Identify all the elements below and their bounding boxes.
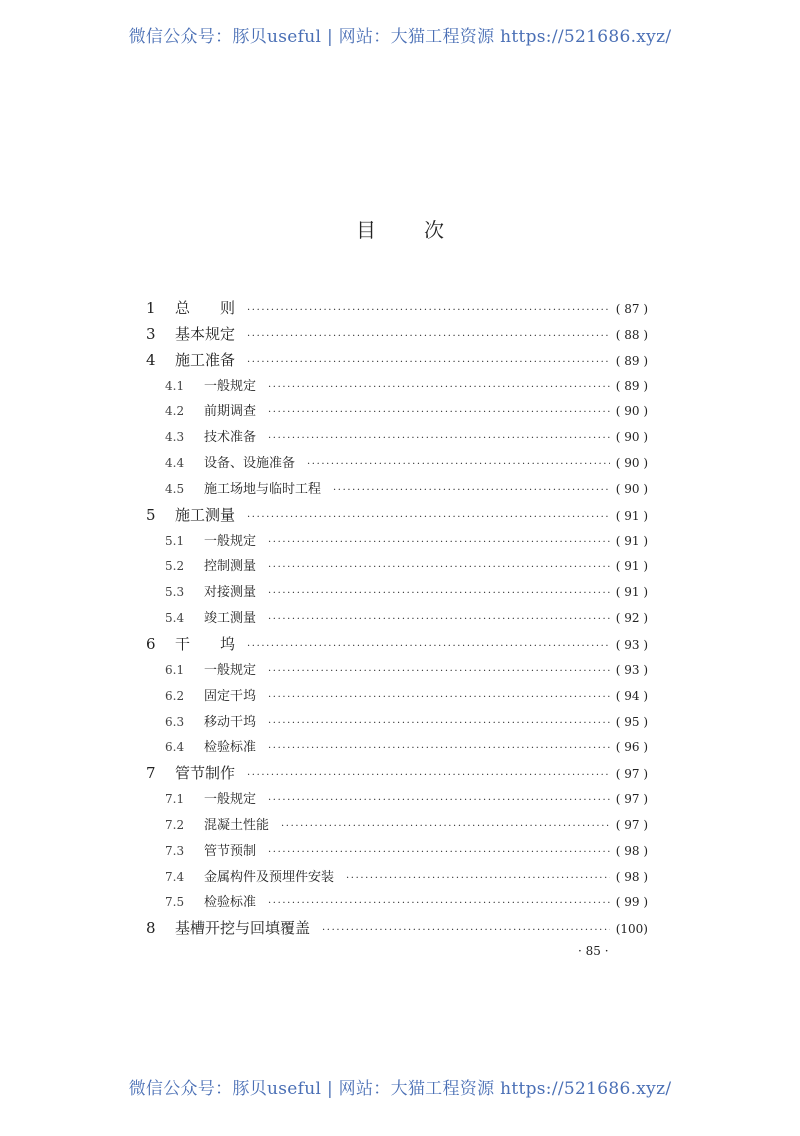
dot-leader bbox=[281, 814, 610, 840]
toc-entry-number: 8 bbox=[146, 919, 156, 938]
toc-entry[interactable] bbox=[146, 839, 648, 865]
toc-entry-page: ( 90 ) bbox=[615, 404, 648, 419]
toc-entry-number: 7.5 bbox=[165, 895, 185, 910]
toc-entry-number: 1 bbox=[146, 299, 156, 317]
toc-entry[interactable] bbox=[146, 425, 648, 451]
toc-entry-page: ( 97 ) bbox=[615, 767, 648, 782]
toc-entry-label: 施工测量 bbox=[175, 505, 236, 524]
dot-leader bbox=[268, 581, 610, 607]
toc-entry[interactable] bbox=[146, 554, 648, 580]
dot-leader bbox=[268, 607, 610, 633]
toc-entry[interactable] bbox=[146, 322, 648, 348]
toc-entry-number: 4.2 bbox=[165, 404, 185, 419]
toc-entry-number: 5.1 bbox=[165, 533, 185, 548]
toc-entry-label: 技术准备 bbox=[204, 430, 257, 446]
toc-entry-number: 4 bbox=[146, 350, 156, 369]
toc-entry-label: 一般规定 bbox=[204, 662, 257, 678]
toc-entry-page: ( 92 ) bbox=[615, 611, 648, 626]
toc-entry-page: ( 88 ) bbox=[615, 327, 648, 342]
toc-entry-number: 4.5 bbox=[165, 481, 185, 496]
toc-entry-label: 金属构件及预埋件安装 bbox=[204, 869, 335, 885]
dot-leader bbox=[268, 891, 610, 917]
toc-entry-page: ( 97 ) bbox=[615, 817, 648, 832]
dot-leader bbox=[268, 530, 610, 556]
table-of-contents bbox=[146, 296, 648, 942]
toc-entry[interactable] bbox=[146, 606, 648, 632]
toc-entry-page: ( 99 ) bbox=[615, 895, 648, 910]
toc-entry-number: 6.1 bbox=[165, 662, 185, 677]
toc-entry-number: 7.1 bbox=[165, 792, 185, 807]
toc-entry[interactable] bbox=[146, 710, 648, 736]
toc-entry[interactable] bbox=[146, 813, 648, 839]
toc-entry[interactable] bbox=[146, 761, 648, 787]
toc-entry-page: (100) bbox=[615, 922, 648, 937]
toc-entry-page: ( 90 ) bbox=[615, 430, 648, 445]
dot-leader bbox=[268, 555, 610, 581]
toc-entry-label: 竣工测量 bbox=[204, 611, 257, 627]
toc-entry[interactable] bbox=[146, 916, 648, 942]
dot-leader bbox=[247, 298, 610, 324]
dot-leader bbox=[247, 350, 610, 376]
toc-entry[interactable] bbox=[146, 787, 648, 813]
toc-entry-label: 混凝土性能 bbox=[204, 817, 270, 833]
dot-leader bbox=[268, 736, 610, 762]
dot-leader bbox=[322, 918, 610, 944]
toc-entry-page: ( 91 ) bbox=[615, 559, 648, 574]
dot-leader bbox=[268, 685, 610, 711]
toc-entry-number: 7.3 bbox=[165, 843, 185, 858]
toc-entry[interactable] bbox=[146, 890, 648, 916]
toc-entry-label: 基本规定 bbox=[175, 324, 236, 343]
toc-entry[interactable] bbox=[146, 477, 648, 503]
toc-entry-page: ( 97 ) bbox=[615, 792, 648, 807]
toc-entry-label: 管节制作 bbox=[175, 764, 236, 783]
toc-entry-number: 7.4 bbox=[165, 869, 185, 884]
dot-leader bbox=[268, 375, 610, 401]
toc-entry-number: 6.3 bbox=[165, 714, 185, 729]
toc-entry-page: ( 94 ) bbox=[615, 688, 648, 703]
toc-entry-page: ( 89 ) bbox=[615, 353, 648, 368]
toc-entry[interactable] bbox=[146, 399, 648, 425]
page-title: 目次 bbox=[356, 218, 492, 242]
dot-leader bbox=[268, 659, 610, 685]
toc-entry-page: ( 93 ) bbox=[615, 637, 648, 652]
dot-leader bbox=[268, 426, 610, 452]
toc-entry-number: 7.2 bbox=[165, 817, 185, 832]
toc-entry[interactable] bbox=[146, 580, 648, 606]
watermark-bottom: 微信公众号：豚贝useful | 网站：大猫工程资源 https://521686.xyz/ bbox=[128, 1079, 672, 1099]
toc-entry-page: ( 91 ) bbox=[615, 585, 648, 600]
toc-entry-number: 5.4 bbox=[165, 611, 185, 626]
toc-entry-label: 总 则 bbox=[175, 299, 236, 317]
dot-leader bbox=[268, 711, 610, 737]
toc-entry-label: 一般规定 bbox=[204, 533, 257, 549]
dot-leader bbox=[247, 324, 610, 350]
toc-entry-page: ( 93 ) bbox=[615, 662, 648, 677]
toc-entry-number: 4.4 bbox=[165, 456, 185, 471]
toc-entry-number: 6 bbox=[146, 634, 156, 653]
toc-entry[interactable] bbox=[146, 348, 648, 374]
toc-entry-label: 对接测量 bbox=[204, 585, 257, 601]
toc-entry-number: 7 bbox=[146, 764, 156, 783]
toc-entry-number: 6.2 bbox=[165, 688, 185, 703]
toc-entry[interactable] bbox=[146, 658, 648, 684]
toc-entry-label: 检验标准 bbox=[204, 895, 257, 911]
toc-entry-page: ( 90 ) bbox=[615, 481, 648, 496]
toc-entry-page: ( 90 ) bbox=[615, 456, 648, 471]
toc-entry-label: 干 坞 bbox=[175, 634, 236, 653]
toc-entry-page: ( 95 ) bbox=[615, 714, 648, 729]
dot-leader bbox=[268, 400, 610, 426]
dot-leader bbox=[346, 866, 610, 892]
toc-entry-number: 4.3 bbox=[165, 430, 185, 445]
toc-entry-label: 移动干坞 bbox=[204, 714, 257, 730]
toc-entry-label: 设备、设施准备 bbox=[204, 456, 296, 472]
dot-leader bbox=[247, 763, 610, 789]
toc-entry[interactable] bbox=[146, 865, 648, 891]
toc-entry-page: ( 98 ) bbox=[615, 843, 648, 858]
dot-leader bbox=[268, 840, 610, 866]
toc-entry[interactable] bbox=[146, 503, 648, 529]
toc-entry[interactable] bbox=[146, 451, 648, 477]
toc-entry[interactable] bbox=[146, 684, 648, 710]
toc-entry-label: 控制测量 bbox=[204, 559, 257, 575]
toc-entry-number: 5.2 bbox=[165, 559, 185, 574]
toc-entry[interactable] bbox=[146, 374, 648, 400]
dot-leader bbox=[333, 478, 610, 504]
dot-leader bbox=[268, 788, 610, 814]
toc-entry-page: ( 98 ) bbox=[615, 869, 648, 884]
page-number: · 85 · bbox=[578, 944, 609, 958]
toc-entry-page: ( 91 ) bbox=[615, 533, 648, 548]
toc-entry-label: 基槽开挖与回填覆盖 bbox=[175, 919, 311, 938]
toc-entry-number: 6.4 bbox=[165, 740, 185, 755]
toc-entry-page: ( 91 ) bbox=[615, 508, 648, 523]
toc-entry-label: 管节预制 bbox=[204, 843, 257, 859]
dot-leader bbox=[247, 505, 610, 531]
toc-entry[interactable] bbox=[146, 632, 648, 658]
toc-entry-number: 4.1 bbox=[165, 378, 185, 393]
toc-entry-number: 5.3 bbox=[165, 585, 185, 600]
toc-entry-number: 5 bbox=[146, 505, 156, 524]
toc-entry[interactable] bbox=[146, 735, 648, 761]
toc-entry-number: 3 bbox=[146, 324, 156, 343]
toc-entry-page: ( 96 ) bbox=[615, 740, 648, 755]
toc-entry-label: 一般规定 bbox=[204, 378, 257, 394]
dot-leader bbox=[247, 634, 610, 660]
dot-leader bbox=[307, 452, 610, 478]
toc-entry-label: 施工准备 bbox=[175, 350, 236, 369]
toc-entry-label: 一般规定 bbox=[204, 792, 257, 808]
toc-entry-page: ( 89 ) bbox=[615, 378, 648, 393]
toc-entry-label: 前期调查 bbox=[204, 404, 257, 420]
toc-entry-label: 检验标准 bbox=[204, 740, 257, 756]
toc-entry[interactable] bbox=[146, 296, 648, 322]
toc-entry[interactable] bbox=[146, 529, 648, 555]
toc-entry-page: ( 87 ) bbox=[615, 302, 648, 316]
toc-entry-label: 固定干坞 bbox=[204, 688, 257, 704]
toc-entry-label: 施工场地与临时工程 bbox=[204, 481, 322, 497]
watermark-top: 微信公众号：豚贝useful | 网站：大猫工程资源 https://521686.xyz/ bbox=[128, 27, 672, 47]
